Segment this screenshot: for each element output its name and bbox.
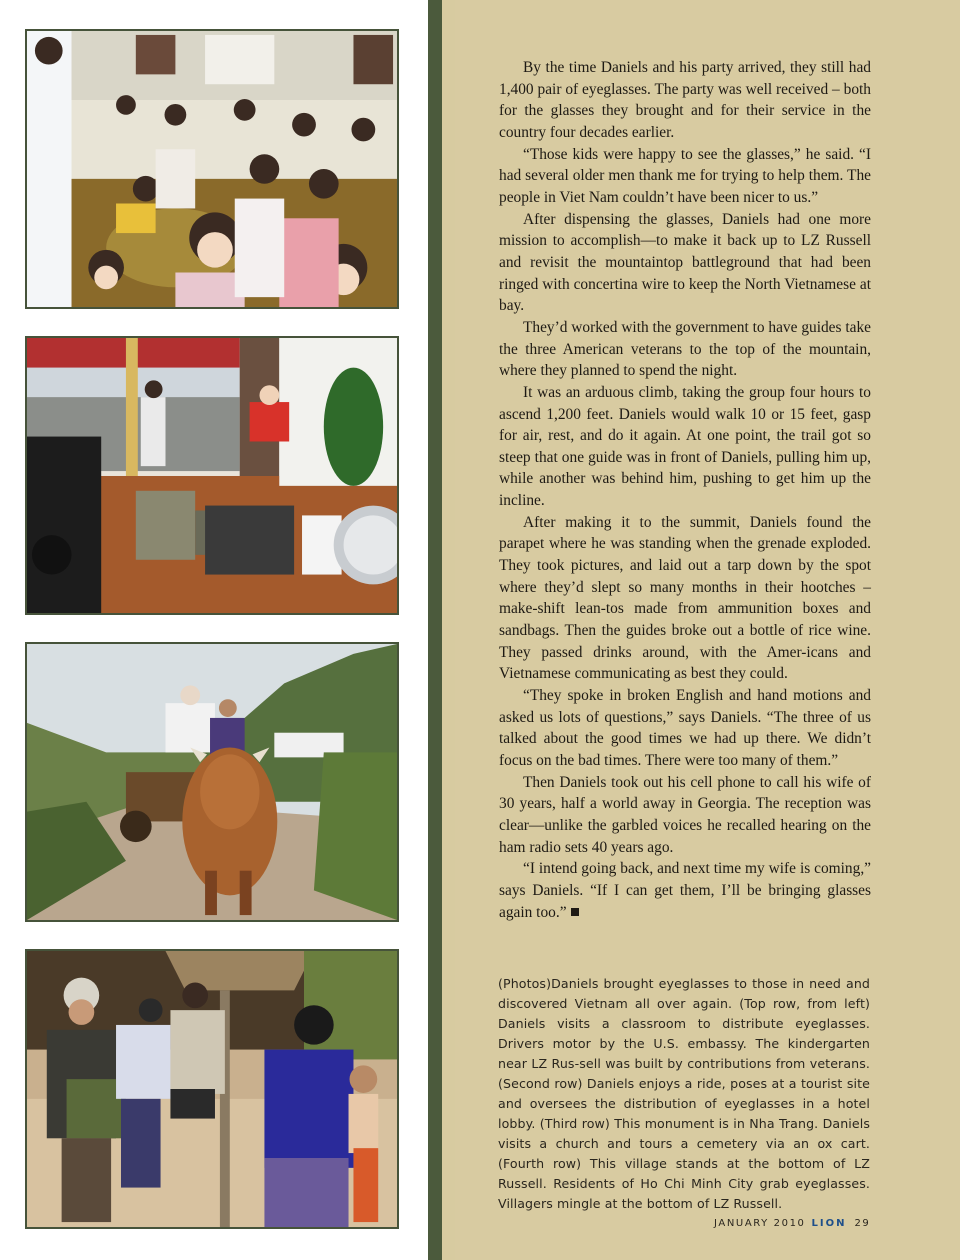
photo-classroom-children <box>25 29 399 309</box>
divider-band-light <box>442 0 455 1260</box>
folio-issue-date: JANUARY 2010 <box>714 1218 806 1229</box>
divider-band <box>428 0 442 1260</box>
article-paragraph-last <box>499 858 871 923</box>
article-paragraph: They’d worked with the government to have guides take the three American veterans to the top of the mountain, where they planned to spend the night. <box>499 318 871 380</box>
article-paragraph: “They spoke in broken English and hand motions and asked us lots of questions,” says Daniels. “The three of us talked about the good times we had up there. We didn’t focus on the bad times. There were too many of them.” <box>499 687 871 769</box>
article-paragraph: After making it to the summit, Daniels found the parapet where he was standing when the grenade exploded. They took pictures, and laid out a tarp down by the spot where they’d slept so many months in their hootches – make-shift lean-tos made from ammunition boxes and sandbags. Then the guides broke out a bottle of rice wine. They passed drinks around, with the Amer-icans and Vietnamese communicating as best they could. <box>499 513 871 683</box>
folio-page-number: 29 <box>854 1218 871 1229</box>
photo-village <box>25 949 399 1229</box>
page-folio <box>714 1218 870 1229</box>
article-body <box>499 57 871 923</box>
photo-hotel-lobby <box>25 336 399 615</box>
article-paragraph: By the time Daniels and his party arrived, they still had 1,400 pair of eyeglasses. The party was well received – both for the glasses they brought and for their service in the country four decades earlier. <box>499 59 871 141</box>
photo-ox-cart <box>25 642 399 922</box>
article-final-text: “I intend going back, and next time my wife is coming,” says Daniels. “If I can get them, I’ll be bringing glasses again too.” <box>499 860 871 921</box>
article-paragraph: Then Daniels took out his cell phone to call his wife of 30 years, half a world away in Georgia. The reception was clear—unlike the garbled voices he recalled hearing on the ham radio sets 40 years ago. <box>499 773 871 856</box>
article-paragraph: It was an arduous climb, taking the group four hours to ascend 1,200 feet. Daniels would walk 10 or 15 feet, gasp for air, rest, and do it again. At one point, the trail got so steep that one guide was in front of Daniels, pulling him up, while another was behind him, pushing to get him up the incline. <box>499 383 871 510</box>
photo-column <box>0 0 428 1260</box>
article-paragraph: “Those kids were happy to see the glasses,” he said. “I had several older men thank me for trying to help them. The people in Viet Nam couldn’t have been nicer to us.” <box>499 145 871 206</box>
folio-magazine-name: LION <box>811 1218 847 1229</box>
end-mark-icon <box>571 908 579 916</box>
photo-caption: (Photos)Daniels brought eyeglasses to those in need and discovered Vietnam all over again. (Top row, from left) Daniels visits a classroom to distribute eyeglasses. Drivers motor by the U.S. embassy. The kindergarten near LZ Rus-sell was built by contributions from veterans. (Second row) Daniels enjoys a ride, poses at a tourist site and oversees the distribution of eyeglasses in a hotel lobby. (Third row) This monument is in Nha Trang. Daniels visits a church and tours a cemetery via an ox cart. (Fourth row) This village stands at the bottom of LZ Russell. Residents of Ho Chi Minh City grab eyeglasses. Villagers mingle at the bottom of LZ Russell. <box>498 976 870 1211</box>
article-paragraph: After dispensing the glasses, Daniels had one more mission to accomplish—to make it back up to LZ Russell and revisit the mountaintop battleground that had been ringed with concertina wire to keep the North Vietnamese at bay. <box>499 210 871 315</box>
